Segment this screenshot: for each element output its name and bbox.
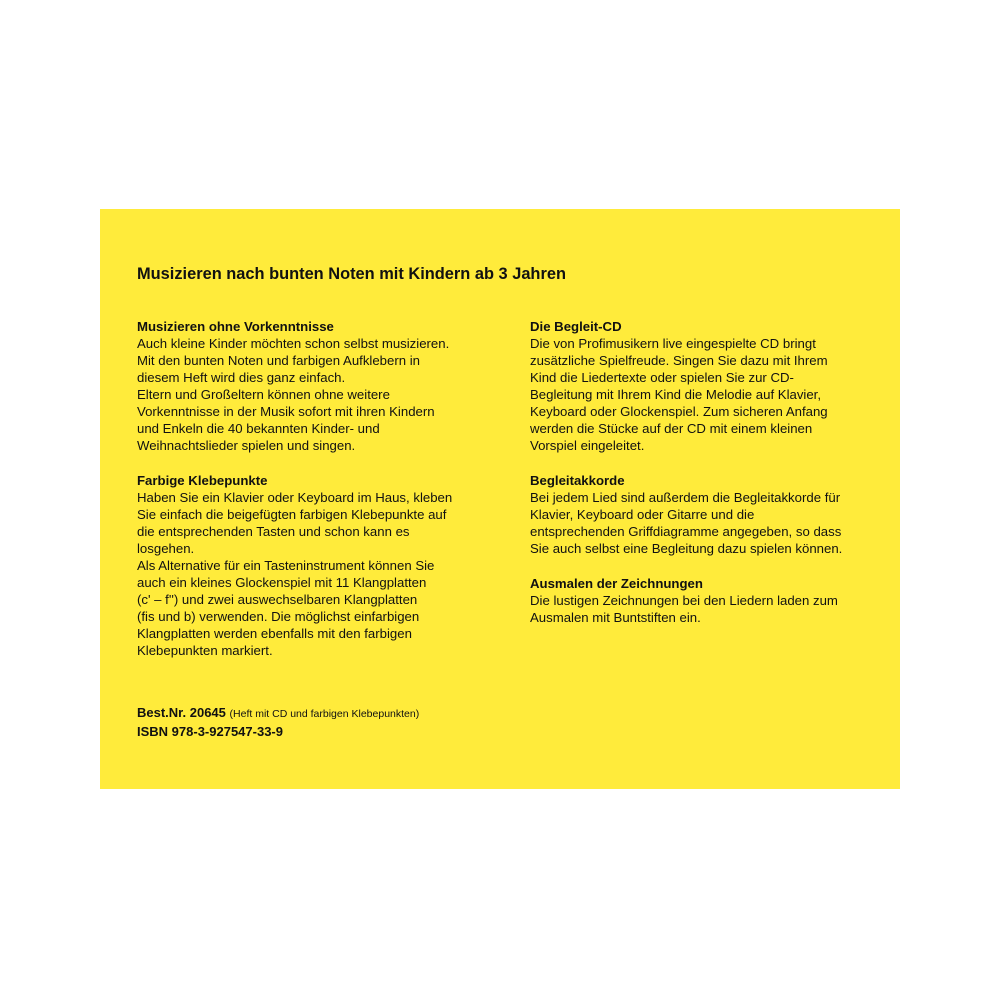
right-column bbox=[530, 318, 875, 644]
text-line: Als Alternative für ein Tasteninstrument können Sie bbox=[137, 558, 435, 573]
section-heading: Musizieren ohne Vorkenntnisse bbox=[137, 319, 334, 334]
section-heading: Ausmalen der Zeichnungen bbox=[530, 576, 703, 591]
isbn-line bbox=[137, 723, 419, 740]
text-line: Klangplatten werden ebenfalls mit den farbigen bbox=[137, 626, 412, 641]
text-line: Mit den bunten Noten und farbigen Aufklebern in bbox=[137, 353, 420, 368]
order-info bbox=[137, 704, 419, 740]
text-line: Vorkenntnisse in der Musik sofort mit ihren Kindern bbox=[137, 404, 435, 419]
order-number: Best.Nr. 20645 bbox=[137, 705, 226, 720]
text-line: Eltern und Großeltern können ohne weitere bbox=[137, 387, 390, 402]
section-farbige-klebepunkte bbox=[137, 472, 507, 659]
text-line: (c' – f'') und zwei auswechselbaren Klangplatten bbox=[137, 592, 418, 607]
text-line: und Enkeln die 40 bekannten Kinder- und bbox=[137, 421, 380, 436]
page-title: Musizieren nach bunten Noten mit Kindern ab 3 Jahren bbox=[137, 265, 566, 283]
section-ausmalen-der-zeichnungen bbox=[530, 575, 875, 626]
text-line: Auch kleine Kinder möchten schon selbst musizieren. bbox=[137, 336, 450, 351]
text-line: die entsprechenden Tasten und schon kann es bbox=[137, 524, 410, 539]
order-note: (Heft mit CD und farbigen Klebepunkten) bbox=[229, 708, 420, 720]
text-line: Die lustigen Zeichnungen bei den Liedern laden zum bbox=[530, 593, 838, 608]
text-line: Klebepunkten markiert. bbox=[137, 643, 273, 658]
text-line: zusätzliche Spielfreude. Singen Sie dazu mit Ihrem bbox=[530, 353, 828, 368]
text-line: Haben Sie ein Klavier oder Keyboard im Haus, kleben bbox=[137, 490, 453, 505]
text-line: Ausmalen mit Buntstiften ein. bbox=[530, 610, 701, 625]
section-heading: Begleitakkorde bbox=[530, 473, 625, 488]
text-line: Keyboard oder Glockenspiel. Zum sicheren Anfang bbox=[530, 404, 828, 419]
text-line: Sie auch selbst eine Begleitung dazu spielen können. bbox=[530, 541, 843, 556]
text-line: losgehen. bbox=[137, 541, 195, 556]
section-heading: Die Begleit-CD bbox=[530, 319, 622, 334]
text-line: werden die Stücke auf der CD mit einem kleinen bbox=[530, 421, 813, 436]
text-line: (fis und b) verwenden. Die möglichst einfarbigen bbox=[137, 609, 420, 624]
text-line: diesem Heft wird dies ganz einfach. bbox=[137, 370, 346, 385]
order-number-line bbox=[137, 704, 419, 723]
text-line: Sie einfach die beigefügten farbigen Klebepunkte auf bbox=[137, 507, 447, 522]
text-line: Kind die Liedertexte oder spielen Sie zur CD- bbox=[530, 370, 794, 385]
text-line: Klavier, Keyboard oder Gitarre und die bbox=[530, 507, 755, 522]
text-line: Weihnachtslieder spielen und singen. bbox=[137, 438, 356, 453]
text-line: Bei jedem Lied sind außerdem die Begleitakkorde für bbox=[530, 490, 841, 505]
section-heading: Farbige Klebepunkte bbox=[137, 473, 268, 488]
text-line: Begleitung mit Ihrem Kind die Melodie auf Klavier, bbox=[530, 387, 822, 402]
left-column bbox=[137, 318, 507, 677]
section-begleitakkorde bbox=[530, 472, 875, 557]
section-die-begleit-cd bbox=[530, 318, 875, 454]
text-line: auch ein kleines Glockenspiel mit 11 Klangplatten bbox=[137, 575, 427, 590]
text-line: Die von Profimusikern live eingespielte CD bringt bbox=[530, 336, 816, 351]
isbn: ISBN 978-3-927547-33-9 bbox=[137, 724, 283, 739]
text-line: Vorspiel eingeleitet. bbox=[530, 438, 645, 453]
back-cover-panel bbox=[100, 209, 900, 789]
text-line: entsprechenden Griffdiagramme angegeben, so dass bbox=[530, 524, 842, 539]
section-musizieren-ohne-vorkenntnisse bbox=[137, 318, 507, 454]
